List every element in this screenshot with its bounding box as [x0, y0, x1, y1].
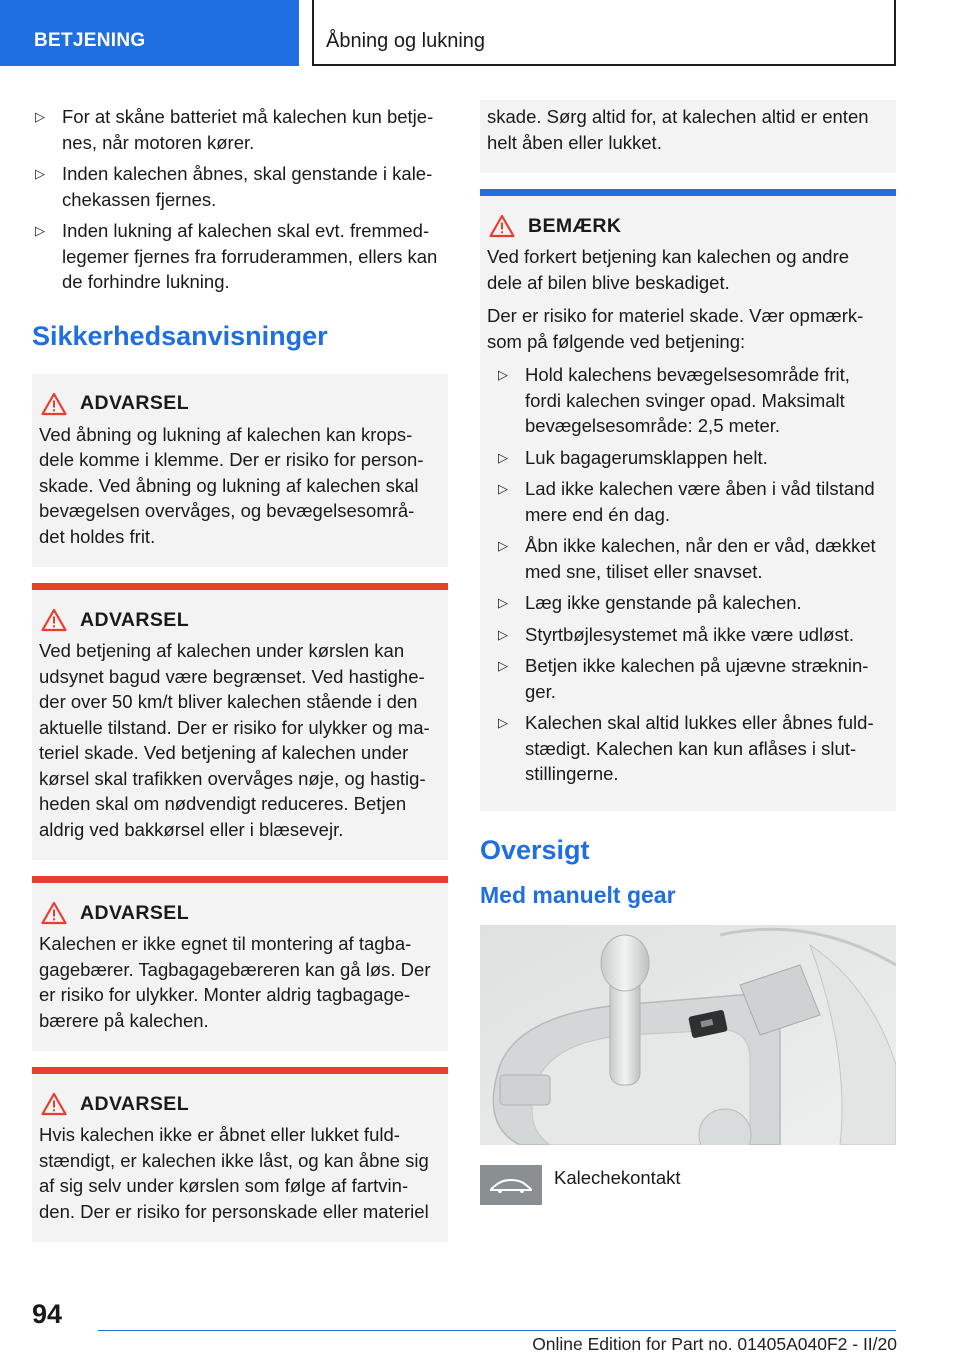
convertible-top-icon [480, 1165, 542, 1205]
triangle-bullet-icon: ▷ [498, 626, 508, 642]
warning-text: Hvis kalechen ikke er åbnet eller lukket fuld-stændigt, er kalechen ikke låst, og kan åbne sig af sig selv under kørslen som følge af fartvin-den. Der er risiko for personskade eller materiel [39, 1124, 429, 1222]
warning-box [32, 374, 448, 568]
triangle-bullet-icon: ▷ [498, 715, 508, 730]
warning-triangle-icon [489, 214, 515, 238]
list-item: ▷ Betjen ikke kalechen på ujævne stræknin-ger. [498, 655, 869, 702]
warning-triangle-icon [41, 392, 67, 416]
caption-row [480, 1165, 896, 1205]
chapter-title: Åbning og lukning [312, 0, 896, 66]
list-item: ▷ Læg ikke genstande på kalechen. [495, 590, 888, 616]
warning-title: ADVARSEL [80, 1092, 190, 1115]
console-illustration [480, 925, 896, 1145]
list-item: ▷ Hold kalechens bevægelsesområde frit, fordi kalechen svinger opad. Maksimalt bevægelsesområde: 2,5 meter. [498, 364, 850, 436]
footer-divider [98, 1330, 896, 1331]
warning-title: ADVARSEL [80, 608, 190, 631]
page-number: 94 [32, 1299, 63, 1329]
list-item: ▷ Lad ikke kalechen være åben i våd tilstand mere end én dag. [498, 478, 875, 525]
list-item: ▷ Inden kalechen åbnes, skal genstande i kale-chekassen fjernes. [35, 163, 433, 210]
triangle-bullet-icon: ▷ [498, 595, 508, 610]
triangle-bullet-icon: ▷ [35, 109, 45, 124]
warning-text: Kalechen er ikke egnet til montering af tagba-gagebærer. Tagbagagebæreren kan gå løs. Der er risiko for ulykker. Monter aldrig tagbagage-bærere på kalechen. [39, 933, 431, 1031]
right-column [480, 100, 896, 1205]
left-column [32, 104, 448, 1242]
continuation-text: skade. Sørg altid for, at kalechen altid er enten helt åben eller lukket. [487, 106, 869, 153]
triangle-bullet-icon: ▷ [35, 166, 45, 181]
list-item: ▷ For at skåne batteriet må kalechen kun betje-nes, når motoren kører. [35, 106, 434, 153]
note-paragraph: Ved forkert betjening kan kalechen og andre dele af bilen blive beskadiget. [487, 246, 850, 293]
triangle-bullet-icon: ▷ [498, 449, 508, 465]
warning-box [32, 1067, 448, 1242]
warning-title: ADVARSEL [80, 901, 190, 924]
triangle-bullet-icon: ▷ [498, 538, 508, 553]
warning-triangle-icon [41, 901, 67, 925]
warning-triangle-icon [41, 1092, 67, 1116]
note-bullets [487, 362, 888, 787]
list-item: ▷ Luk bagagerumsklappen helt. [495, 445, 888, 471]
edition-footer: Online Edition for Part no. 01405A040F2 - II/20 [532, 1334, 897, 1354]
list-item: ▷ Styrtbøjlesystemet må ikke være udløst. [495, 622, 888, 648]
note-box [480, 189, 896, 811]
warning-text: Ved betjening af kalechen under kørslen kan udsynet bagud være begrænset. Ved hastighe-der over 50 km/t bliver kalechen stående i den aktuelle tilstand. Der er risiko for ulykker og ma-teriel skade. Ved betjening af kalechen under kørsel skal trafikken overvåges nøje, og hastig-heden skal om nødvendigt reduceres. Betjen aldrig ved bakkørsel eller i blæsevejr. [39, 640, 430, 840]
warning-box [32, 876, 448, 1051]
list-item: ▷ Inden lukning af kalechen skal evt. fremmed-legemer fjernes fra forruderammen, ellers kan de forhindre lukning. [35, 220, 438, 292]
note-paragraph: Der er risiko for materiel skade. Vær opmærk-som på følgende ved betjening: [487, 305, 864, 352]
page-header [0, 0, 960, 66]
list-item: ▷ Kalechen skal altid lukkes eller åbnes fuld-stædigt. Kalechen kan kun aflåses i slut-stillingerne. [498, 712, 874, 784]
section-heading: Oversigt [480, 834, 590, 865]
subsection-heading: Med manuelt gear [480, 881, 676, 908]
gear-console-photo [480, 925, 896, 1145]
warning-box [32, 583, 448, 860]
warning-text: Ved åbning og lukning af kalechen kan krops-dele komme i klemme. Der er risiko for person-skade. Ved åbning og lukning af kalechen skal bevægelsen overvåges, og bevægelsesområ-det holdes frit. [39, 423, 424, 547]
triangle-bullet-icon: ▷ [498, 481, 508, 496]
triangle-bullet-icon: ▷ [498, 658, 508, 673]
caption-text: Kalechekontakt [554, 1166, 681, 1188]
note-title: BEMÆRK [528, 214, 622, 237]
section-label: BETJENING [0, 0, 299, 66]
list-item: ▷ Åbn ikke kalechen, når den er våd, dækket med sne, tiliset eller snavset. [498, 535, 876, 582]
warning-continuation-box [480, 100, 896, 173]
triangle-bullet-icon: ▷ [498, 367, 508, 382]
intro-bullets [32, 104, 448, 295]
section-heading: Sikkerhedsanvisninger [32, 320, 328, 351]
warning-triangle-icon [41, 608, 67, 632]
triangle-bullet-icon: ▷ [35, 223, 45, 238]
warning-title: ADVARSEL [80, 392, 190, 414]
